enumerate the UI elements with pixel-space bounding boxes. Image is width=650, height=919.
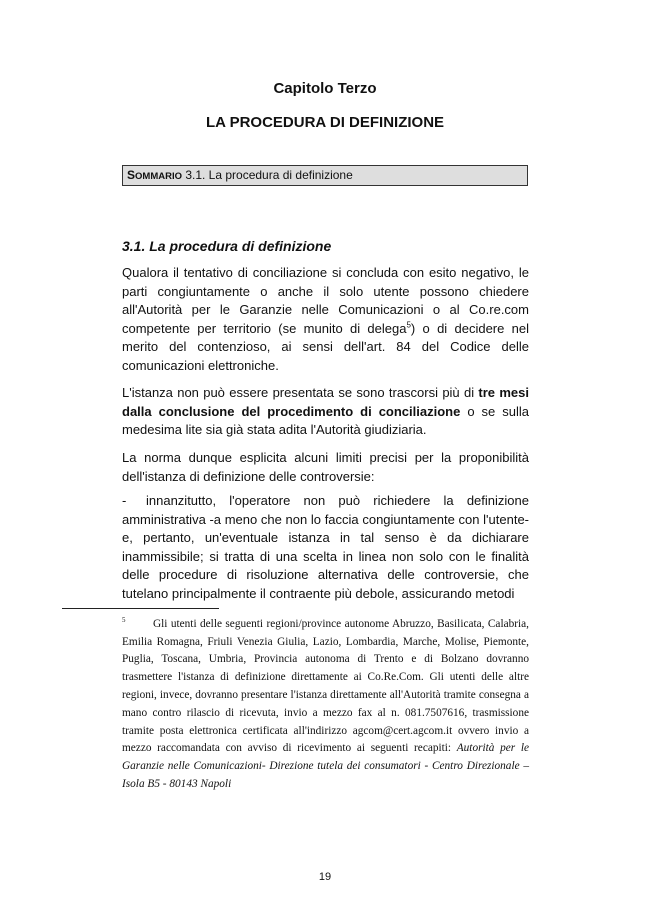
- footnote-text: Gli utenti delle seguenti regioni/province autonome Abruzzo, Basilicata, Calabria, Emilia Romagna, Friuli Venezia Giulia, Lazio, Lombardia, Marche, Molise, Piemonte, Puglia, Toscana, Umbria, Provincia autonoma di Trento e di Bolzano dovranno trasmettere l'istanza di definizione direttamente ai Co.Re.Com. Gli utenti delle altre regioni, invece, dovranno presentare l'istanza direttamente all'Autorità tramite consegna a mano contro rilascio di ricevuta, invio a mezzo fax al n. 081.7507616, trasmissione tramite posta elettronica certificata all'indirizzo agcom@cert.agcom.it ovvero invio a mezzo raccomandata con avviso di ricevimento ai seguenti recapiti:: [122, 617, 529, 755]
- chapter-heading: Capitolo Terzo: [273, 80, 377, 97]
- paragraph-4-text: innanzitutto, l'operatore non può richiedere la definizione amministrativa -a meno che non lo faccia congiuntamente con l'utente- e, pertanto, un'eventuale istanza in tal senso è da dichiarare inammissibile; si tratta di una scelta in linea non solo con le finalità delle procedure di risoluzione alternativa delle controversie, che tutelano principalmente il contraente più debole, assicurando metodi: [122, 493, 529, 601]
- summary-box: [122, 165, 528, 186]
- footnote-separator: [62, 608, 219, 609]
- summary-label-rest: OMMARIO: [135, 171, 182, 182]
- paragraph-3: La norma dunque esplicita alcuni limiti precisi per la proponibilità dell'istanza di definizione delle controversie:: [122, 450, 529, 484]
- summary-text: 3.1. La procedura di definizione: [181, 168, 353, 182]
- page-number: 19: [318, 871, 332, 883]
- list-dash: -: [122, 493, 127, 508]
- footnote-reference: 5: [406, 320, 411, 330]
- paragraph-2: [122, 384, 529, 440]
- paragraph-2-text-b: o se sulla medesima lite sia già stata adita l'Autorità giudiziaria.: [122, 403, 529, 438]
- paragraph-2-bold: tre mesi dalla conclusione del procedimento di conciliazione: [122, 385, 529, 419]
- summary-label-initial: S: [127, 168, 136, 182]
- paragraph-1-text-a: Qualora il tentativo di conciliazione si concluda con esito negativo, le parti congiuntamente o anche il solo utente possono chiedere all'Autorità per le Garanzie nelle Comunicazioni o al Co.re.com competente per territorio (se munito di delega: [122, 265, 529, 336]
- footnote-address: Autorità per le Garanzie nelle Comunicazioni- Direzione tutela dei consumatori - Centro Direzionale – Isola B5 - 80143 Napoli: [122, 742, 529, 790]
- section-heading: 3.1. La procedura di definizione: [122, 238, 332, 254]
- chapter-title: LA PROCEDURA DI DEFINIZIONE: [205, 114, 445, 131]
- paragraph-1-text-b: ) o di decidere nel merito del contenzioso, ai sensi dell'art. 84 del Codice delle comunicazioni elettroniche.: [122, 320, 530, 373]
- footnote: [122, 612, 529, 794]
- paragraph-1: [122, 264, 529, 376]
- paragraph-2-text-a: L'istanza non può essere presentata se sono trascorsi più di: [122, 385, 479, 400]
- footnote-number: 5: [122, 616, 126, 624]
- paragraph-4: [122, 492, 529, 604]
